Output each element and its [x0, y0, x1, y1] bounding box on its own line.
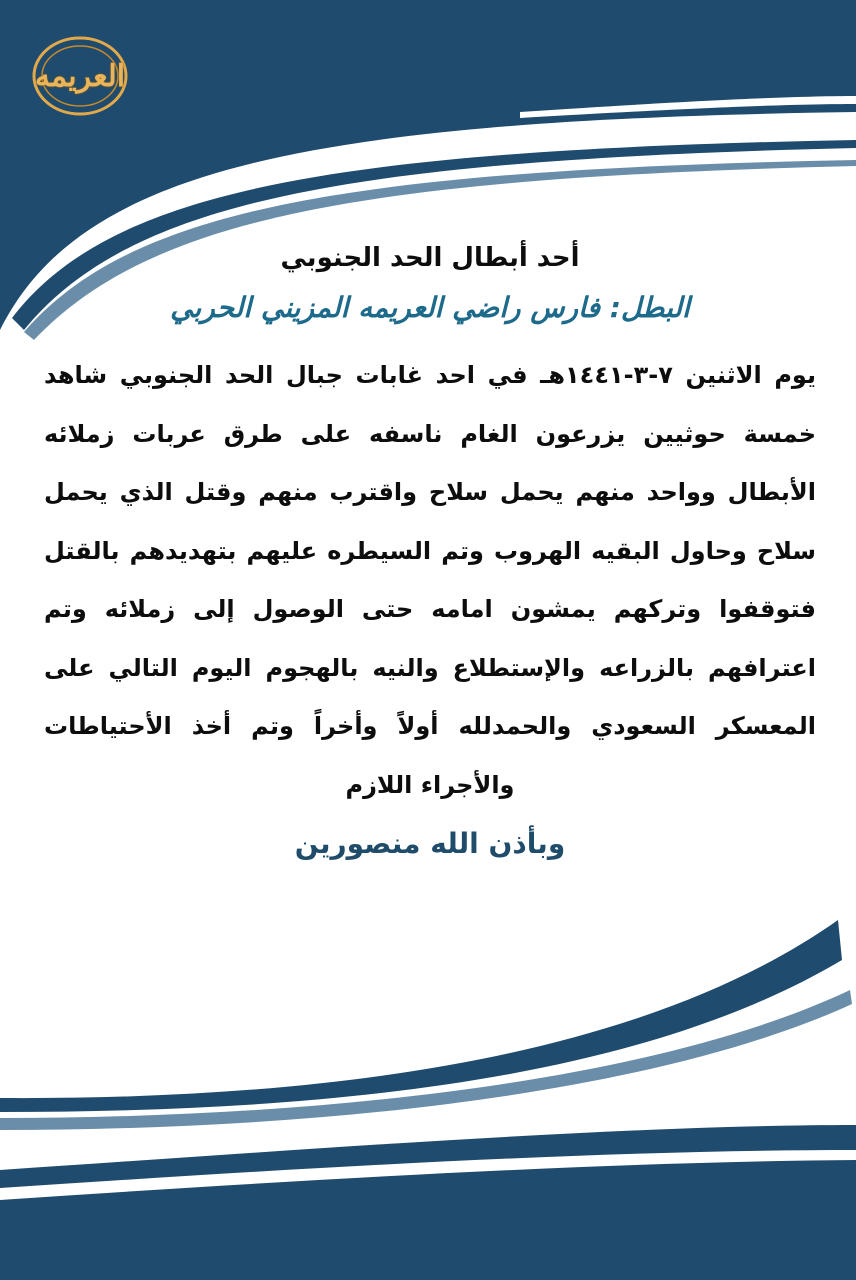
announcement: [40, 238, 820, 864]
page-title: أحد أبطال الحد الجنوبي: [280, 243, 580, 273]
logo-text: العريمه: [34, 58, 126, 94]
body-paragraph: يوم الاثنين ٧-٣-١٤٤١هـ في احد غابات جبال الحد الجنوبي شاهد خمسة حوثيين يزرعون الغام ناسفه على طرق عربات زملائه الأبطال وواحد منهم يحمل سلاح واقترب منهم وقتل الذي يحمل سلاح وحاول البقيه الهروب وتم السيطره عليهم بتهديدهم بالقتل فتوقفوا وتركهم يمشون امامه حتى الوصول إلى زملائه وتم اعترافهم بالزراعه والإستطلاع والنيه بالهجوم اليوم التالي على المعسكر السعودي والحمدلله أولاً وأخراً وتم أخذ الأحتياطات والأجراء اللازم: [44, 361, 816, 799]
brand-logo: [28, 30, 132, 122]
hero-name: البطل: فارس راضي العريمه المزيني الحربي: [170, 291, 690, 324]
closing-line: وبأذن الله منصورين: [294, 827, 566, 860]
